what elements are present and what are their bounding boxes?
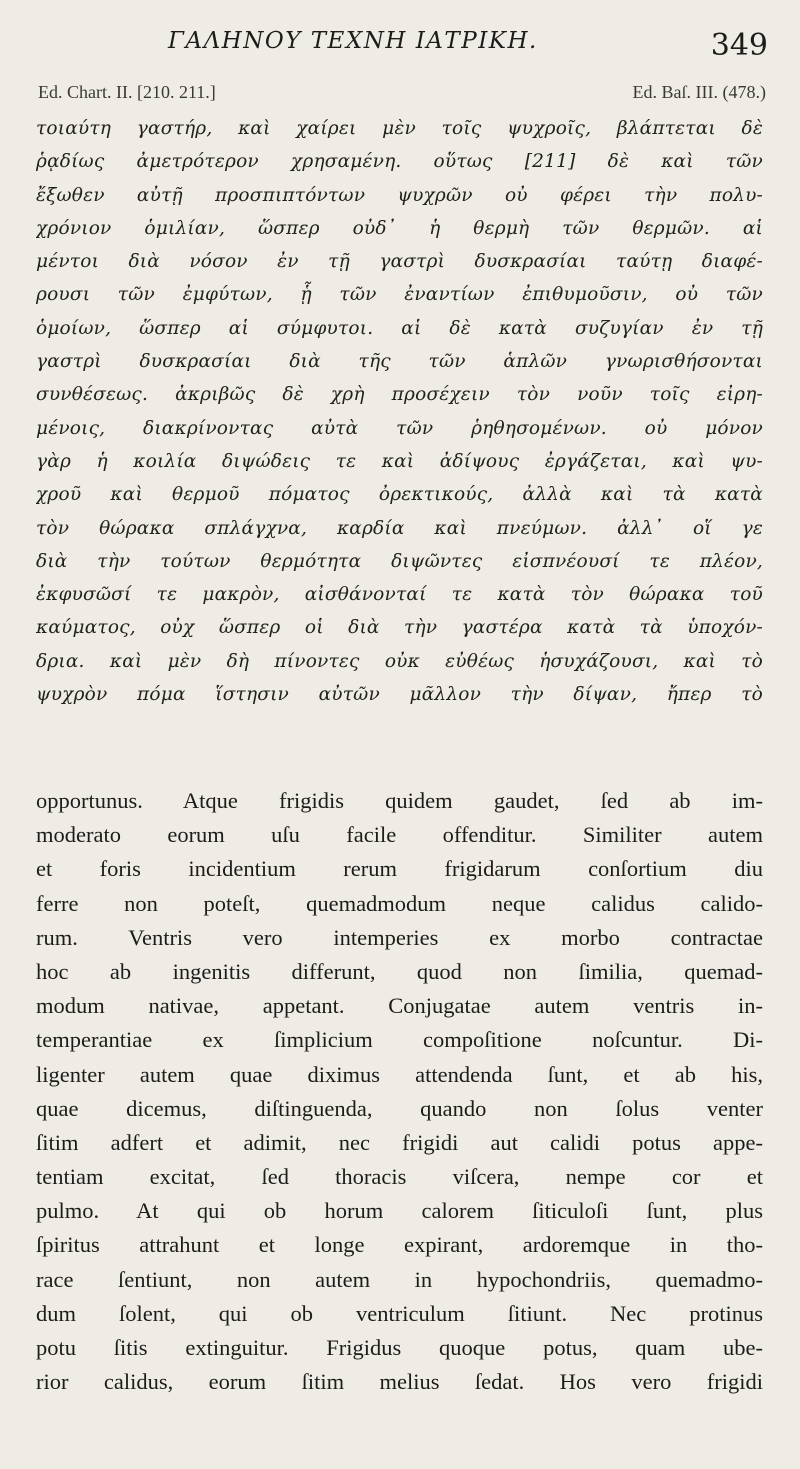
- latin-text-block: [36, 784, 763, 1399]
- page-number: 349: [710, 28, 768, 63]
- greek-text-line: τοιαύτη γαστήρ, καὶ χαίρει μὲν τοῖς ψυχροῖς, βλάπτεται δὲ: [36, 118, 763, 139]
- greek-text-line: ὁμοίων, ὥσπερ αἱ σύμφυτοι. αἱ δὲ κατὰ συζυγίαν ἐν τῇ: [36, 317, 763, 339]
- latin-text-line: hoc ab ingenitis differunt, quod non ſimilia, quemad-: [36, 958, 763, 984]
- latin-text-line: et foris incidentium rerum frigidarum conſortium diu: [36, 856, 763, 882]
- greek-text-line: γαστρὶ δυσκρασίαι διὰ τῆς τῶν ἁπλῶν γνωρισθήσονται: [36, 351, 763, 373]
- edition-reference-basel: Ed. Baſ. III. (478.): [632, 82, 766, 102]
- edition-reference-chartier: Ed. Chart. II. [210. 211.]: [38, 82, 216, 102]
- latin-text-line: temperantiae ex ſimplicium compoſitione noſcuntur. Di-: [36, 1027, 763, 1053]
- greek-text-line: τὸν θώρακα σπλάγχνα, καρδία καὶ πνεύμων. ἀλλ᾽ οἵ γε: [36, 517, 763, 539]
- greek-text-block: [36, 112, 763, 711]
- running-head: [0, 22, 800, 72]
- greek-text-line: διὰ τὴν τούτων θερμότητα διψῶντες εἰσπνέουσί τε πλέον,: [36, 550, 763, 572]
- greek-text-line: γὰρ ἡ κοιλία διψώδεις τε καὶ ἀδίψους ἐργάζεται, καὶ ψυ-: [36, 450, 763, 472]
- latin-text-line: potu ſitis extinguitur. Frigidus quoque potus, quam ube-: [36, 1335, 763, 1360]
- greek-text-line: συνθέσεως. ἀκριβῶς δὲ χρὴ προσέχειν τὸν νοῦν τοῖς εἰρη-: [36, 384, 763, 406]
- greek-text-line: χρόνιον ὁμιλίαν, ὥσπερ οὐδ᾽ ἡ θερμὴ τῶν θερμῶν. αἱ: [36, 217, 763, 239]
- greek-text-line: ψυχρὸν πόμα ἵστησιν αὐτῶν μᾶλλον τὴν δίψαν, ἤπερ τὸ: [36, 684, 763, 706]
- greek-text-line: ἐκφυσῶσί τε μακρὸν, αἰσθάνονταί τε κατὰ τὸν θώρακα τοῦ: [36, 584, 763, 606]
- latin-text-line: dum ſolent, qui ob ventriculum ſitiunt. Nec protinus: [36, 1300, 763, 1326]
- latin-text-line: ſpiritus attrahunt et longe expirant, ardoremque in tho-: [36, 1232, 763, 1258]
- latin-text-line: ligenter autem quae diximus attendenda ſunt, et ab his,: [36, 1061, 763, 1087]
- latin-text-line: moderato eorum uſu facile offenditur. Similiter autem: [36, 822, 763, 848]
- latin-text-line: pulmo. At qui ob horum calorem ſiticuloſi ſunt, plus: [36, 1198, 763, 1224]
- greek-text-line: δρια. καὶ μὲν δὴ πίνοντες οὐκ εὐθέως ἡσυχάζουσι, καὶ τὸ: [36, 650, 763, 672]
- latin-text-line: ferre non poteſt, quemadmodum neque calidus calido-: [36, 890, 763, 916]
- latin-text-line: opportunus. Atque frigidis quidem gaudet, ſed ab im-: [36, 788, 763, 813]
- latin-text-line: race ſentiunt, non autem in hypochondriis, quemadmo-: [36, 1266, 763, 1292]
- latin-text-line: tentiam excitat, ſed thoracis viſcera, nempe cor et: [36, 1164, 763, 1190]
- greek-text-line: χροῦ καὶ θερμοῦ πόματος ὀρεκτικούς, ἀλλὰ καὶ τὰ κατὰ: [36, 484, 763, 506]
- running-title: ΓΑΛΗΝΟΥ ΤΕΧΝΗ ΙΑΤΡΙΚΗ.: [168, 28, 538, 54]
- latin-text-line: rum. Ventris vero intemperies ex morbo contractae: [36, 924, 763, 950]
- greek-text-line: μένοις, διακρίνοντας αὐτὰ τῶν ῥηθησομένων. οὐ μόνον: [36, 417, 763, 439]
- greek-text-line: ρουσι τῶν ἐμφύτων, ᾗ τῶν ἐναντίων ἐπιθυμοῦσιν, οὐ τῶν: [36, 284, 763, 306]
- greek-text-line: καύματος, οὐχ ὥσπερ οἱ διὰ τὴν γαστέρα κατὰ τὰ ὑποχόν-: [36, 617, 763, 639]
- latin-text-line: ſitim adfert et adimit, nec frigidi aut calidi potus appe-: [36, 1129, 763, 1155]
- latin-text-line: quae dicemus, diſtinguenda, quando non ſolus venter: [36, 1095, 763, 1121]
- greek-text-line: ῥᾳδίως ἀμετρότερον χρησαμένη. οὕτως [211] δὲ καὶ τῶν: [36, 151, 763, 173]
- edition-references: [0, 78, 800, 108]
- latin-text-line: modum nativae, appetant. Conjugatae autem ventris in-: [36, 993, 763, 1019]
- latin-text-line: rior calidus, eorum ſitim melius ſedat. Hos vero frigidi: [36, 1369, 763, 1395]
- greek-text-line: μέντοι διὰ νόσον ἐν τῇ γαστρὶ δυσκρασίαι ταύτῃ διαφέ-: [36, 251, 763, 273]
- greek-text-line: ἔξωθεν αὐτῇ προσπιπτόντων ψυχρῶν οὐ φέρει τὴν πολυ-: [36, 184, 763, 206]
